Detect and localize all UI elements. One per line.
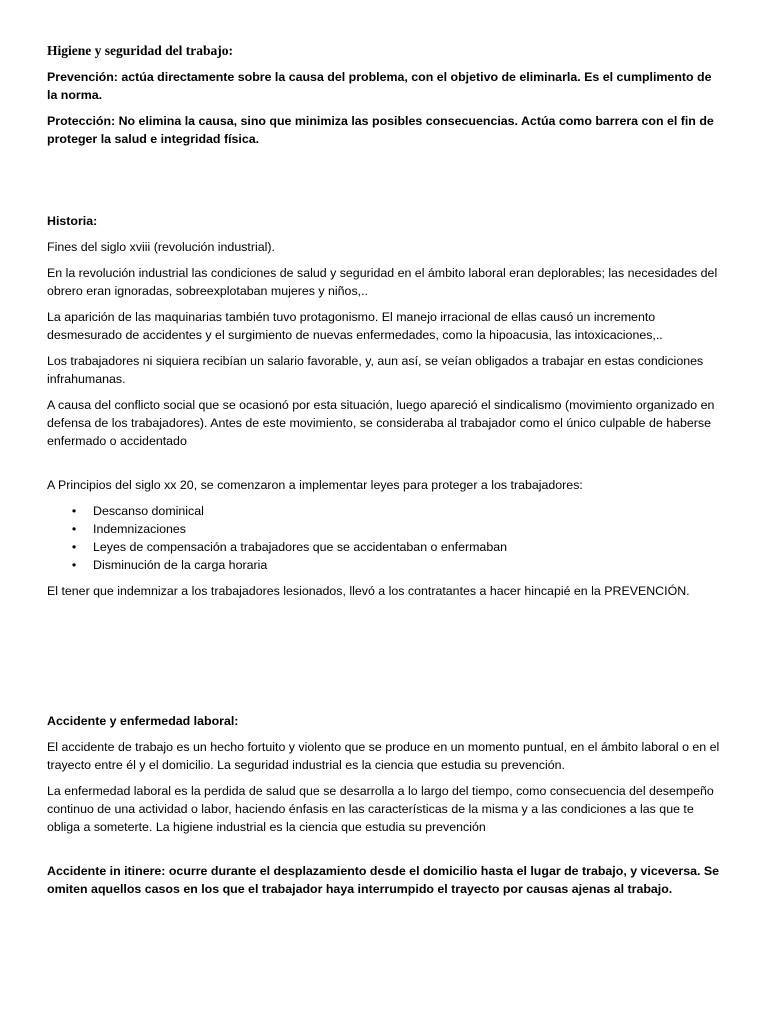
historia-paragraph-7: El tener que indemnizar a los trabajadores lesionados, llevó a los contratantes a hacer hincapié en la PREVENCIÓN. (47, 584, 690, 598)
bullet-icon: • (71, 540, 77, 554)
list-item-text: Indemnizaciones (93, 522, 186, 536)
spacer (47, 608, 723, 712)
spacer (47, 156, 723, 212)
spacer (47, 458, 723, 476)
historia-paragraph-6: A Principios del siglo xx 20, se comenzaron a implementar leyes para proteger a los trabajadores: (47, 478, 583, 492)
spacer (47, 844, 723, 862)
historia-paragraph-3: La aparición de las maquinarias también tuvo protagonismo. El manejo irracional de ellas causó un incremento desmesurado de accidentes y el surgimiento de nuevas enfermedades, como la hipoacusia, las intoxicaciones,.. (47, 310, 663, 342)
accidente-paragraph-1: El accidente de trabajo es un hecho fortuito y violento que se produce en un momento puntual, en el ámbito laboral o en el trayecto entre él y el domicilio. La seguridad industrial es la ciencia que estudia su prevención. (47, 740, 720, 772)
list-item (47, 502, 723, 520)
list-item (47, 520, 723, 538)
bullet-icon: • (71, 504, 77, 518)
bullet-icon: • (71, 522, 77, 536)
document-page (47, 42, 723, 906)
historia-paragraph-4: Los trabajadores ni siquiera recibían un salario favorable, y, aun así, se veían obligados a trabajar en estas condiciones infrahumanas. (47, 354, 704, 386)
list-item (47, 556, 723, 574)
list-item-text: Disminución de la carga horaria (93, 558, 268, 572)
leyes-bullet-list (47, 502, 723, 574)
prevencion-paragraph: Prevención: actúa directamente sobre la causa del problema, con el objetivo de eliminarla. Es el cumplimento de la norma. (47, 70, 712, 102)
accidente-paragraph-3: Accidente in itinere: ocurre durante el desplazamiento desde el domicilio hasta el lugar de trabajo, y viceversa. Se omiten aquellos casos en los que el trabajador haya interrumpido el trayecto por causas ajenas al trabajo. (47, 864, 720, 896)
accidente-paragraph-2: La enfermedad laboral es la perdida de salud que se desarrolla a lo largo del tiempo, como consecuencia del desempeño continuo de una actividad o labor, haciendo énfasis en las características de la misma y a las condiciones a las que te obliga a someterte. La higiene industrial es la ciencia que estudia su prevención (47, 784, 714, 834)
historia-paragraph-2: En la revolución industrial las condiciones de salud y seguridad en el ámbito laboral eran deplorables; las necesidades del obrero eran ignoradas, sobreexplotaban mujeres y niños,.. (47, 266, 718, 298)
bullet-icon: • (71, 558, 77, 572)
document-title: Higiene y seguridad del trabajo: (47, 43, 233, 58)
list-item-text: Descanso dominical (93, 504, 204, 518)
historia-paragraph-5: A causa del conflicto social que se ocasionó por esta situación, luego apareció el sindicalismo (movimiento organizado en defensa de los trabajadores). Antes de este movimiento, se consideraba al trabajador como el único culpable de haberse enfermado o accidentado (47, 398, 715, 448)
accidente-heading: Accidente y enfermedad laboral: (47, 714, 239, 728)
historia-paragraph-1: Fines del siglo xviii (revolución industrial). (47, 240, 275, 254)
historia-heading: Historia: (47, 214, 98, 228)
proteccion-paragraph: Protección: No elimina la causa, sino que minimiza las posibles consecuencias. Actúa como barrera con el fin de proteger la salud e integridad física. (47, 114, 714, 146)
list-item (47, 538, 723, 556)
list-item-text: Leyes de compensación a trabajadores que se accidentaban o enfermaban (93, 540, 507, 554)
